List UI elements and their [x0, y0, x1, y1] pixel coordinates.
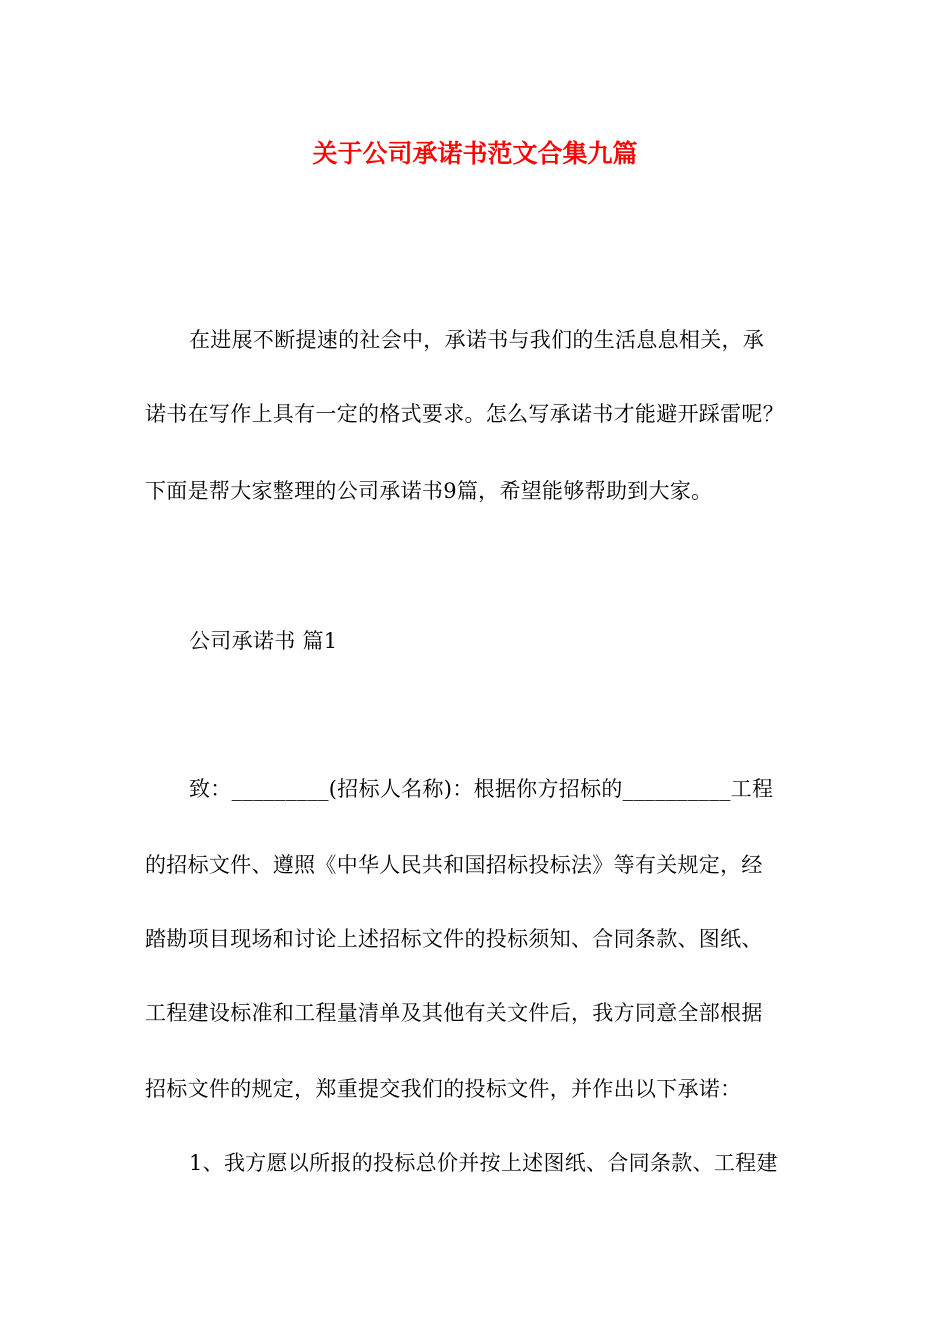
- document-title: 关于公司承诺书范文合集九篇: [312, 139, 638, 168]
- intro-line-1: 在进展不断提速的社会中，承诺书与我们的生活息息相关，承: [189, 328, 765, 352]
- body-line-4: 工程建设标准和工程量清单及其他有关文件后，我方同意全部根据: [145, 1001, 763, 1025]
- body-line-5: 招标文件的规定，郑重提交我们的投标文件，并作出以下承诺：: [145, 1077, 742, 1101]
- body-line-3: 踏勘项目现场和讨论上述招标文件的投标须知、合同条款、图纸、: [145, 927, 763, 951]
- intro-line-3: 下面是帮大家整理的公司承诺书9篇，希望能够帮助到大家。: [145, 479, 713, 503]
- section-heading: 公司承诺书 篇1: [189, 629, 338, 653]
- body-line-2: 的招标文件、遵照《中华人民共和国招标投标法》等有关规定，经: [145, 853, 763, 877]
- body-line-1: 致：_________(招标人名称)：根据你方招标的__________工程: [189, 777, 774, 801]
- intro-line-2: 诺书在写作上具有一定的格式要求。怎么写承诺书才能避开踩雷呢？: [145, 402, 784, 426]
- body-line-6: 1、我方愿以所报的投标总价并按上述图纸、合同条款、工程建: [189, 1151, 778, 1175]
